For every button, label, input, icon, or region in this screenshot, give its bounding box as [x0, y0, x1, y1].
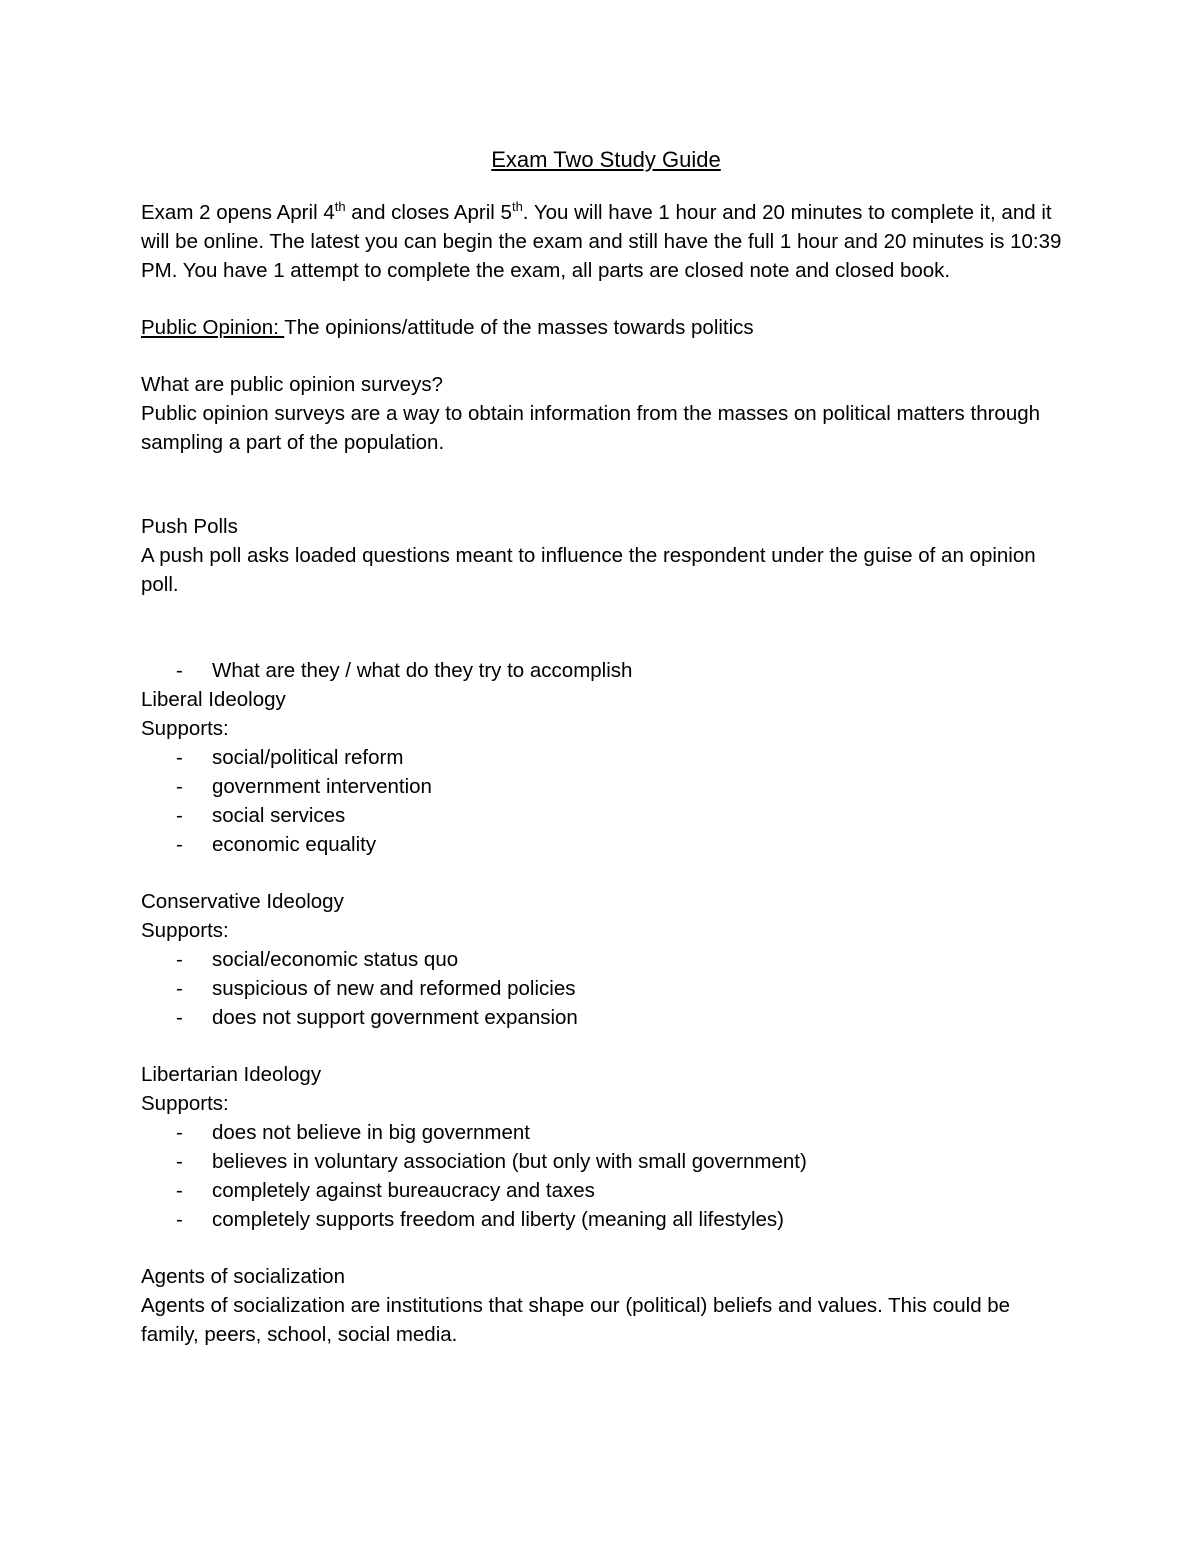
dash-bullet: - [176, 1179, 183, 1202]
document-page [141, 144, 1071, 1349]
public-opinion-label: Public Opinion: [141, 316, 285, 339]
conservative-list [141, 945, 1071, 1032]
exam-info-paragraph [141, 198, 1071, 285]
list-item [141, 1147, 1071, 1176]
dash-bullet: - [176, 833, 183, 856]
list-item-text: does not believe in big government [212, 1121, 530, 1144]
dash-bullet: - [176, 1006, 183, 1029]
dash-bullet: - [176, 977, 183, 1000]
libertarian-supports-label: Supports: [141, 1092, 229, 1115]
list-item-text: government intervention [212, 775, 432, 798]
list-item [141, 743, 1071, 772]
list-item [141, 945, 1071, 974]
list-item [141, 1118, 1071, 1147]
list-item-text: economic equality [212, 833, 377, 856]
dash-bullet: - [176, 948, 183, 971]
dash-bullet: - [176, 804, 183, 827]
list-item [141, 1003, 1071, 1032]
list-item [141, 801, 1071, 830]
list-item-text: completely supports freedom and liberty (meaning all lifestyles) [212, 1208, 784, 1231]
socialization-definition: Agents of socialization are institutions that shape our (political) beliefs and values. This could be family, peers, school, social media. [141, 1294, 1011, 1346]
push-polls-question-list [141, 656, 1071, 685]
public-opinion-text: The opinions/attitude of the masses towards politics [284, 316, 754, 339]
exam-info-text: . You will have 1 hour and 20 minutes to complete it, and it will be online. The latest you can begin the exam and still have the full 1 hour and 20 minutes is 10:39 PM. You have 1 attempt to complete the exam, all parts are closed note and closed book. [141, 201, 1062, 282]
push-polls-heading: Push Polls [141, 515, 238, 538]
list-item [141, 656, 1071, 685]
libertarian-list [141, 1118, 1071, 1234]
dash-bullet: - [176, 1150, 183, 1173]
list-item-text: suspicious of new and reformed policies [212, 977, 576, 1000]
liberal-supports-label: Supports: [141, 717, 229, 740]
dash-bullet: - [176, 1121, 183, 1144]
ordinal-suffix: th [511, 199, 523, 215]
conservative-heading: Conservative Ideology [141, 890, 344, 913]
list-item [141, 830, 1071, 859]
libertarian-heading: Libertarian Ideology [141, 1063, 322, 1086]
public-opinion-definition [141, 313, 1071, 342]
page-title: Exam Two Study Guide [491, 147, 721, 172]
list-item-text: social/economic status quo [212, 948, 459, 971]
list-item [141, 974, 1071, 1003]
surveys-question: What are public opinion surveys? [141, 373, 443, 396]
dash-bullet: - [176, 746, 183, 769]
ordinal-suffix: th [334, 199, 346, 215]
list-item-text: social services [212, 804, 346, 827]
list-item [141, 1205, 1071, 1234]
list-item-text: completely against bureaucracy and taxes [212, 1179, 595, 1202]
dash-bullet: - [176, 1208, 183, 1231]
dash-bullet: - [176, 775, 183, 798]
dash-bullet: - [176, 659, 183, 682]
liberal-heading: Liberal Ideology [141, 688, 286, 711]
list-item-text: believes in voluntary association (but only with small government) [212, 1150, 807, 1173]
push-polls-definition: A push poll asks loaded questions meant to influence the respondent under the guise of an opinion poll. [141, 544, 1036, 596]
list-item-text: does not support government expansion [212, 1006, 578, 1029]
conservative-supports-label: Supports: [141, 919, 229, 942]
exam-info-text: Exam 2 opens April 4 [141, 201, 335, 224]
list-item [141, 772, 1071, 801]
list-item-text: social/political reform [212, 746, 404, 769]
list-item [141, 1176, 1071, 1205]
liberal-list [141, 743, 1071, 859]
surveys-answer: Public opinion surveys are a way to obtain information from the masses on political matters through sampling a part of the population. [141, 402, 1041, 454]
socialization-heading: Agents of socialization [141, 1265, 345, 1288]
list-item-text: What are they / what do they try to accomplish [212, 659, 633, 682]
exam-info-text: and closes April 5 [345, 201, 512, 224]
